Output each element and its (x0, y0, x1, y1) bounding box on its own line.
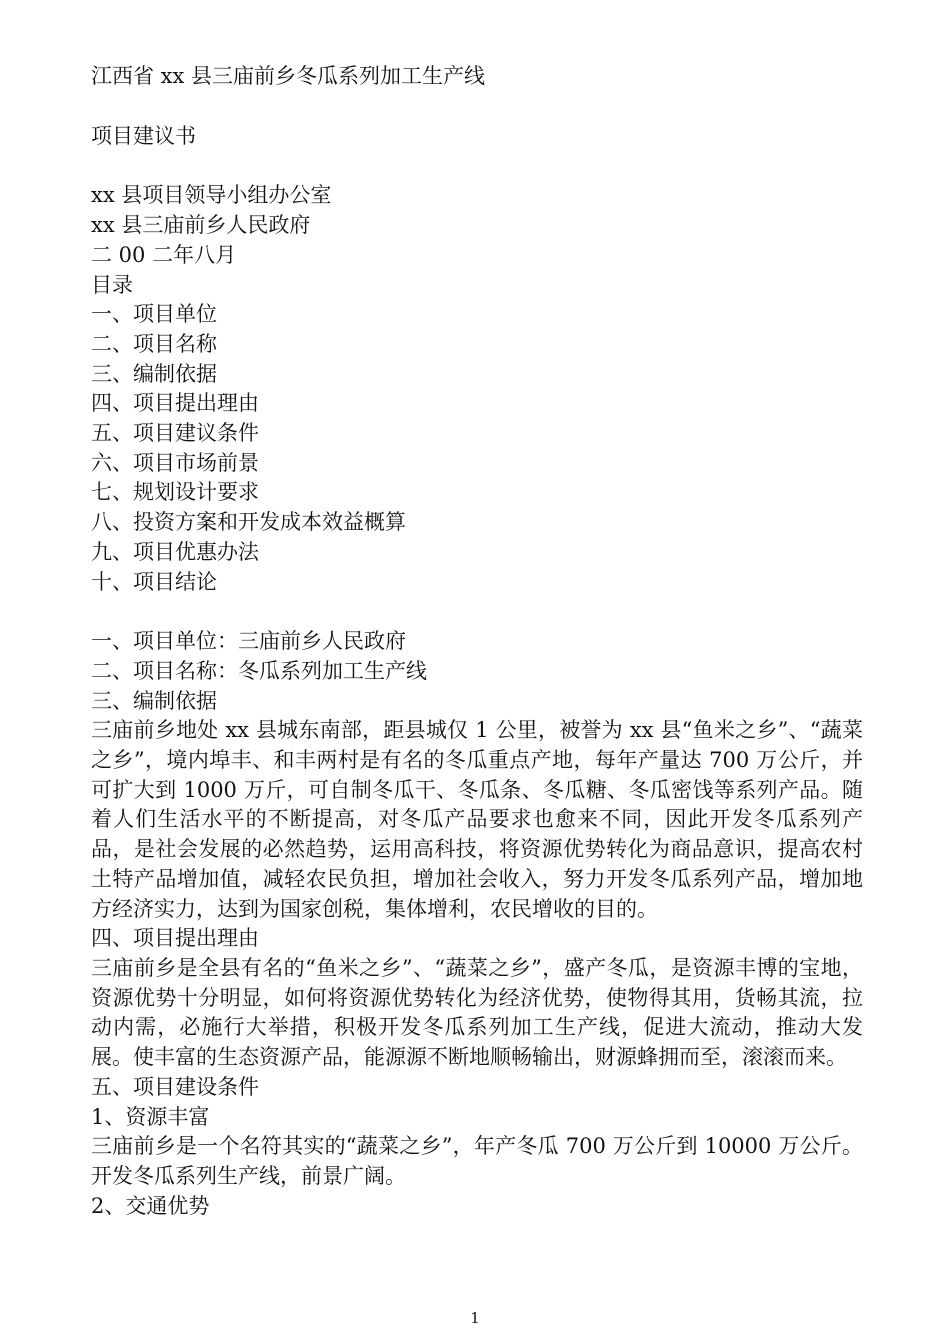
subsection-resource-heading: 1、资源丰富 (91, 1104, 210, 1129)
spacer (91, 151, 863, 181)
toc-item: 七、规划设计要求 (91, 480, 259, 505)
spacer (91, 92, 863, 122)
section-reason-heading: 四、项目提出理由 (91, 926, 259, 951)
toc-item: 八、投资方案和开发成本效益概算 (91, 510, 406, 535)
document-title: 江西省 xx 县三庙前乡冬瓜系列加工生产线 (91, 64, 486, 88)
toc-item: 二、项目名称 (91, 331, 217, 356)
section-project-unit: 一、项目单位：三庙前乡人民政府 (91, 629, 406, 654)
section-conditions-heading: 五、项目建设条件 (91, 1074, 259, 1099)
toc-item: 一、项目单位 (91, 302, 217, 327)
issuing-government: xx 县三庙前乡人民政府 (91, 213, 311, 238)
document-page (91, 62, 863, 1221)
section-basis-heading: 三、编制依据 (91, 688, 217, 713)
document-date: 二 00 二年八月 (91, 242, 237, 267)
section-reason-text: 三庙前乡是全县有名的“鱼米之乡”、“蔬菜之乡”，盛产冬瓜，是资源丰博的宝地，资源优势十分明显，如何将资源优势转化为经济优势，使物得其用，货畅其流，拉动内需，必施行大举措，积极开发冬瓜系列加工生产线，促进大流动，推动大发展。使丰富的生态资源产品，能源源不断地顺畅输出，财源蜂拥而至，滚滚而来。 (91, 955, 863, 1070)
issuing-office: xx 县项目领导小组办公室 (91, 183, 332, 208)
toc-item: 九、项目优惠办法 (91, 539, 259, 564)
toc-item: 三、编制依据 (91, 361, 217, 386)
toc-item: 五、项目建议条件 (91, 421, 259, 446)
toc-item: 六、项目市场前景 (91, 450, 259, 475)
toc-item: 四、项目提出理由 (91, 391, 259, 416)
toc-item: 十、项目结论 (91, 569, 217, 594)
toc-heading: 目录 (91, 272, 133, 297)
section-basis-text: 三庙前乡地处 xx 县城东南部，距县城仅 1 公里，被誉为 xx 县“鱼米之乡”、“蔬菜之乡”，境内埠丰、和丰两村是有名的冬瓜重点产地，每年产量达 700 万公斤，并可扩大到 1000 万斤，可自制冬瓜干、冬瓜条、冬瓜糖、冬瓜密饯等系列产品。随着人们生活水平的不断提高，对冬瓜产品要求也愈来不同，因此开发冬瓜系列产品，是社会发展的必然趋势，运用高科技，将资源优势转化为商品意识，提高农村土特产品增加值，减轻农民负担，增加社会收入，努力开发冬瓜系列产品，增加地方经济实力，达到为国家创税，集体增利，农民增收的目的。 (91, 718, 863, 921)
section-project-name: 二、项目名称：冬瓜系列加工生产线 (91, 658, 427, 683)
document-subtitle: 项目建议书 (91, 123, 196, 148)
spacer (91, 597, 863, 627)
subsection-traffic-heading: 2、交通优势 (91, 1193, 210, 1218)
subsection-resource-text: 三庙前乡是一个名符其实的“蔬菜之乡”，年产冬瓜 700 万公斤到 10000 万公斤。开发冬瓜系列生产线，前景广阔。 (91, 1134, 863, 1188)
page-number: 1 (470, 1309, 480, 1327)
